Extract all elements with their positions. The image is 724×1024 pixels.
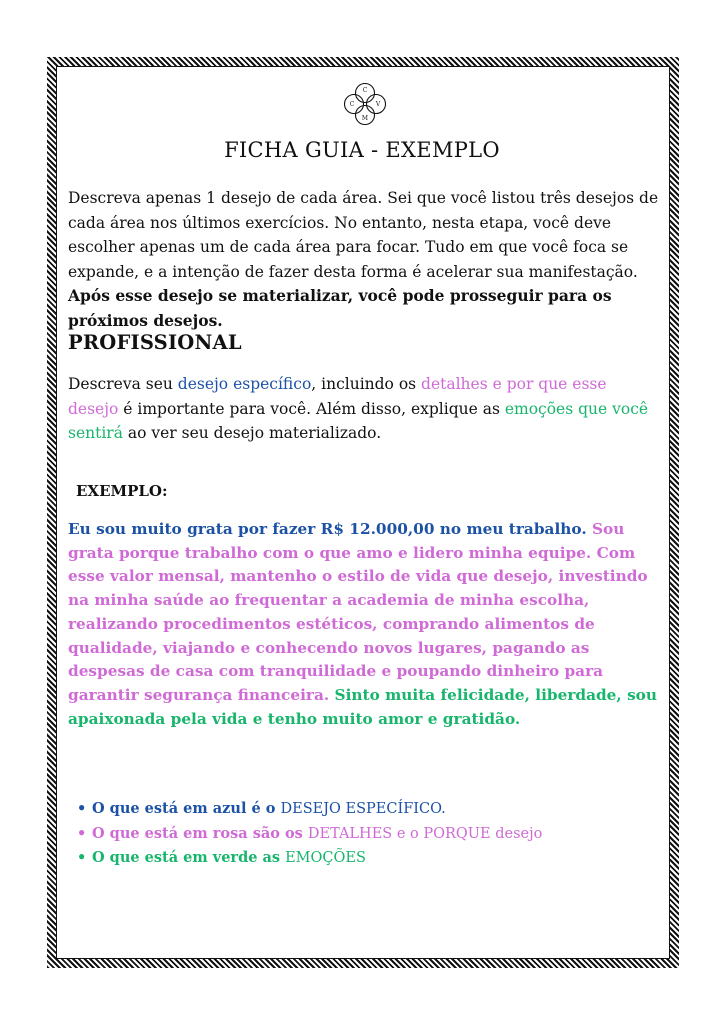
legend-keyword: EMOÇÕES (285, 850, 366, 866)
profissional-paragraph (68, 372, 660, 446)
legend-keyword: DETALHES e o PORQUE desejo (307, 825, 543, 842)
prof-text-1: Descreva seu (68, 375, 178, 393)
example-label: EXEMPLO: (76, 482, 168, 500)
section-title: PROFISSIONAL (68, 331, 242, 354)
legend-list (74, 797, 542, 871)
legend-item-blue (74, 797, 542, 822)
example-blue-text: Eu sou muito grata por fazer R$ 12.000,00 no meu trabalho. (68, 520, 587, 538)
logo-letter-top: C (362, 87, 368, 94)
page-title: FICHA GUIA - EXEMPLO (224, 138, 500, 162)
example-paragraph (68, 518, 660, 731)
prof-emocoes-highlight: emoções que você sentirá (68, 399, 649, 442)
legend-text: O que está em azul é o (92, 800, 281, 817)
prof-text-4: ao ver seu desejo materializado. (122, 424, 382, 442)
intro-bold-text: Após esse desejo se materializar, você pode prosseguir para os próximos desejos. (68, 286, 612, 330)
bullet-icon: • (77, 800, 87, 817)
legend-text: O que está em rosa são os (92, 824, 308, 842)
example-pink-text: Sou grata porque trabalho com o que amo e lidero minha equipe. Com esse valor mensal, mantenho o estilo de vida que desejo, investindo na minha saúde ao frequentar a academia de minha escolha, realizando procedimentos estéticos, comprando alimentos de qualidade, viajando e conhecendo novos lugares, pagando as despesas de casa com tranquilidade e poupando dinheiro para garantir segurança financeira. (68, 520, 648, 704)
legend-keyword: DESEJO ESPECÍFICO. (280, 801, 446, 817)
prof-detalhes-highlight: detalhes e por que esse desejo (68, 375, 607, 418)
bullet-icon: • (77, 849, 87, 866)
logo-letter-right: V (375, 101, 381, 108)
bullet-icon: • (77, 824, 87, 842)
legend-item-green (74, 846, 542, 871)
legend-item-pink (74, 822, 542, 847)
legend-text: O que está em verde as (92, 849, 286, 866)
prof-text-2: , incluindo os (311, 375, 422, 393)
prof-desejo-highlight: desejo específico (177, 375, 312, 393)
logo-letter-bottom: M (361, 115, 369, 122)
logo-letter-left: C (349, 101, 355, 108)
intro-paragraph (68, 186, 660, 333)
monogram-logo-icon (339, 81, 391, 129)
intro-text: Descreva apenas 1 desejo de cada área. Sei que você listou três desejos de cada área nos últimos exercícios. No entanto, nesta etapa, você deve escolher apenas um de cada área para focar. Tudo em que você foca se expande, e a intenção de fazer desta forma é acelerar sua manifestação. (68, 189, 659, 281)
prof-text-3: é importante para você. Além disso, explique as (118, 399, 505, 418)
example-green-text: Sinto muita felicidade, liberdade, sou apaixonada pela vida e tenho muito amor e gratidão. (68, 685, 658, 728)
